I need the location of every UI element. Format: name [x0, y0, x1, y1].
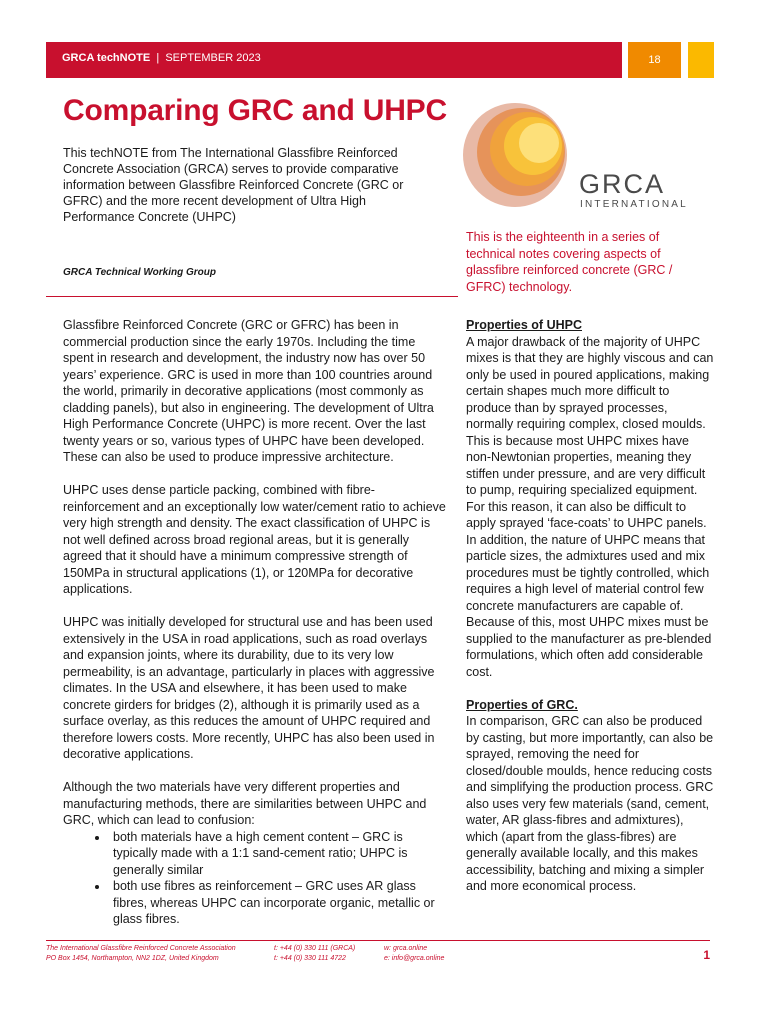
paragraph: Glassfibre Reinforced Concrete (GRC or GFRC) has been in commercial production since the early 1970s. Including the time spent in research and development, the industry now has over 50 years’ experience. GRC is used in more than 100 countries around the world, primarily in decorative applications (most commonly as cladding panels), but also in engineering. The development of Ultra High Performance Concrete (UHPC) is more recent. Over the last twenty years or so, various types of UHPC have been developed. These can also be used to produce impressive architecture. [63, 318, 434, 464]
uhpc-heading: Properties of UHPC [466, 318, 582, 332]
list-item: • both materials have a high cement content – GRC is typically made with a 1:1 sand-cement ratio; UHPC is generally similar [109, 829, 449, 879]
header-separator: | [156, 52, 160, 64]
logo-wordmark: GRCA [579, 169, 666, 199]
footer-website-link[interactable]: w: grca.online [384, 945, 428, 952]
intro-text: This techNOTE from The International Glassfibre Reinforced Concrete Association (GRCA) serves to provide comparative information between Glassfibre Reinforced Concrete (GRC or GFRC) and the more recent development of Ultra High Performance Concrete (UHPC) [63, 146, 404, 224]
paragraph: UHPC was initially developed for structural use and has been used extensively in the USA in road applications, such as road overlays and expansion joints, where its durability, due to its very low permeability, is an advantage, particularly in places with aggressive climates. In the USA and elsewhere, it has been used to make concrete girders for bridges (2), although it is primarily used as a surface overlay, as this reduces the amount of UHPC required and therefore lowers costs. More recently, UHPC has also been used in decorative applications. [63, 615, 435, 761]
header-text [62, 52, 261, 64]
footer-email-link[interactable]: e: info@grca.online [384, 955, 445, 962]
left-column [63, 317, 449, 928]
paragraph: UHPC uses dense particle packing, combined with fibre-reinforcement and an exceptionally low water/cement ratio to achieve very high strength and density. The exact classification of UHPC is not well defined across broad regional areas, but it is generally agreed that it should have a minimum compressive strength of 150MPa in structural applications (1), or 120MPa for decorative applications. [63, 483, 446, 596]
similarity-list [63, 829, 449, 928]
header-accent-block [688, 42, 714, 78]
page-number: 1 [703, 948, 710, 962]
header-brand: GRCA techNOTE [62, 52, 151, 64]
logo-subtitle: INTERNATIONAL [580, 199, 688, 210]
footer-postal-address: PO Box 1454, Northampton, NN2 1DZ, United Kingdom [46, 955, 219, 962]
page-title: Comparing GRC and UHPC [63, 94, 447, 127]
header-date: SEPTEMBER 2023 [165, 52, 261, 64]
footer-org-name: The International Glassfibre Reinforced Concrete Association [46, 945, 236, 952]
footer-tel-2: t: +44 (0) 330 111 4722 [274, 955, 346, 962]
series-note: This is the eighteenth in a series of technical notes covering aspects of glassfibre reinforced concrete (GRC / GFRC) technology. [466, 230, 673, 294]
grca-logo [462, 100, 688, 216]
section-divider [46, 296, 458, 297]
footer-tel-1: t: +44 (0) 330 111 (GRCA) [274, 945, 356, 952]
paragraph: Although the two materials have very different properties and manufacturing methods, there are similarities between UHPC and GRC, which can lead to confusion: [63, 780, 427, 827]
grc-paragraph: In comparison, GRC can also be produced by casting, but more importantly, can also be sprayed, removing the need for closed/double moulds, hence reducing costs and simplifying the production process. GRC also uses very few materials (sand, cement, water, AR glass-fibres and admixtures), which (apart from the glass-fibres) are generally available locally, and this makes accessibility, batching and mixing a simpler and more economical process. [466, 714, 714, 893]
uhpc-paragraph: A major drawback of the majority of UHPC mixes is that they are highly viscous and can only be used in poured applications, making certain shapes much more difficult to produce than by sprayed processes, normally requiring complex, closed moulds. This is because most UHPC mixes have non-Newtonian properties, meaning they stiffen under pressure, and are very difficult to pump, requiring specialized equipment. For this reason, it can also be difficult to apply sprayed ‘face-coats’ to UHPC panels. In addition, the nature of UHPC means that particle sizes, the admixtures used and mix procedures must be tightly controlled, which requires a high level of material control few concrete manufacturers are capable of. Because of this, most UHPC mixes must be supplied to the manufacturer as pre-blended formulations, which often add considerable cost. [466, 334, 714, 679]
footer-divider [46, 940, 710, 941]
right-column [466, 317, 714, 911]
list-item: • both use fibres as reinforcement – GRC uses AR glass fibres, whereas UHPC can incorporate organic, metallic or glass fibres. [109, 878, 449, 928]
grc-heading: Properties of GRC. [466, 697, 578, 712]
footer-phones [274, 944, 355, 964]
footer-address [46, 944, 236, 964]
working-group: GRCA Technical Working Group [63, 267, 216, 278]
issue-number-box [628, 42, 681, 78]
issue-number: 18 [648, 54, 661, 66]
footer-contacts [384, 944, 444, 964]
header-bar [46, 42, 622, 78]
